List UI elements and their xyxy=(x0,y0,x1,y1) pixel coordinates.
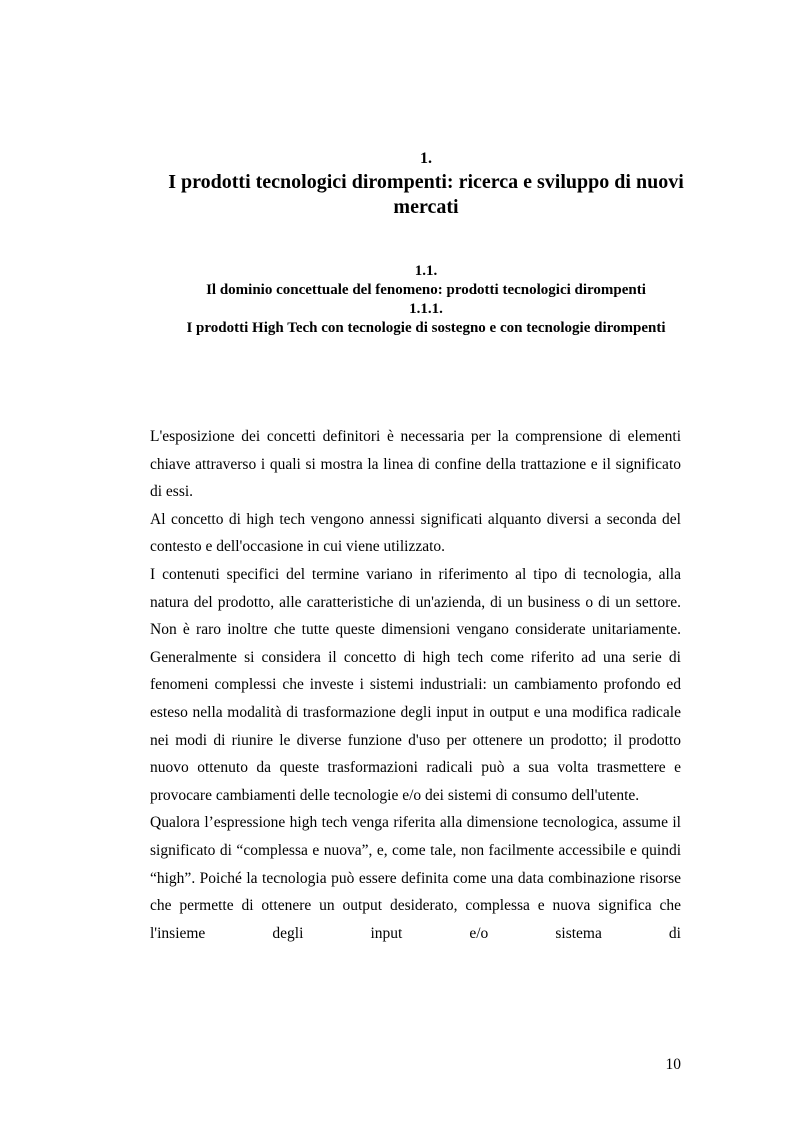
paragraph: Qualora l’espressione high tech venga riferita alla dimensione tecnologica, assume il significato di “complessa e nuova”, e, come tale, non facilmente accessibile e quindi “high”. Poiché la tecnologia può essere definita come una data combinazione risorse che permette di ottenere un output desiderato, complessa e nuova significa che l'insieme degli input e/o sistema di xyxy=(150,814,681,942)
body-text xyxy=(150,423,681,947)
page-number: 10 xyxy=(665,1056,681,1073)
section-title: Il dominio concettuale del fenomeno: prodotti tecnologici dirompenti xyxy=(206,282,646,298)
subsection-title: I prodotti High Tech con tecnologie di sostegno e con tecnologie dirompenti xyxy=(186,320,666,336)
paragraph: I contenuti specifici del termine variano in riferimento al tipo di tecnologia, alla natura del prodotto, alle caratteristiche di un'azienda, di un business o di un settore. Non è raro inoltre che tutte queste dimensioni vengano considerate unitariamente. Generalmente si considera il concetto di high tech come riferito ad una serie di fenomeni complessi che investe i sistemi industriali: un cambiamento profondo ed esteso nella modalità di trasformazione degli input in output e una modifica radicale nei modi di riunire le diverse funzione d'uso per ottenere un prodotto; il prodotto nuovo ottenuto da queste trasformazioni radicali può a sua volta trasmettere e provocare cambiamenti delle tecnologie e/o dei sistemi di consumo dell'utente. xyxy=(150,565,681,804)
chapter-number: 1. xyxy=(420,150,432,167)
paragraph: Al concetto di high tech vengono annessi significati alquanto diversi a seconda del contesto e dell'occasione in cui viene utilizzato. xyxy=(150,510,681,556)
section-number: 1.1. xyxy=(414,263,438,279)
subsection-number: 1.1.1. xyxy=(409,301,443,317)
chapter-title: I prodotti tecnologici dirompenti: ricerca e sviluppo di nuovi mercati xyxy=(168,171,684,218)
paragraph: L'esposizione dei concetti definitori è necessaria per la comprensione di elementi chiave attraverso i quali si mostra la linea di confine della trattazione e il significato di essi. xyxy=(150,428,681,501)
